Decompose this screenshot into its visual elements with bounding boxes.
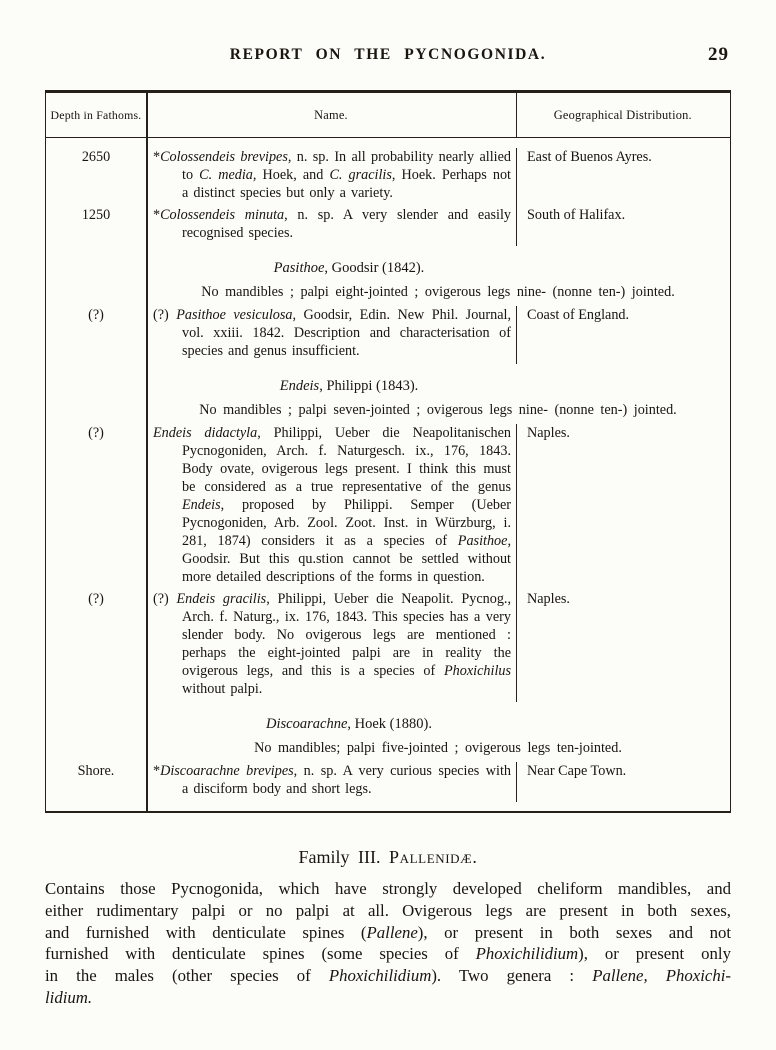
paragraph-line: either rudimentary palpi or no palpi at all. Ovigerous legs are present in both sexes, (45, 900, 731, 920)
table-body (46, 138, 730, 811)
genus-heading-row: Endeis, Philippi (1843). (279, 378, 419, 394)
species-table (45, 90, 731, 813)
genus-diagnosis-row: No mandibles; palpi five-jointed ; ovigerous legs ten-jointed. (254, 740, 622, 756)
family-paragraph (45, 878, 731, 1009)
name-cell: *Discoarachne brevipes, n. sp. A very curious species with a disciform body and short legs. (153, 763, 511, 797)
name-cell: (?) Pasithoe vesiculosa, Goodsir, Edin. New Phil. Journal, vol. xxiii. 1842. Description and characterisation of species and genus insufficient. (153, 307, 511, 359)
paragraph-line: in the males (other species of Phoxichilidium). Two genera : Pallene, Phoxichi- (45, 966, 731, 986)
column-header-name: Name. (314, 107, 348, 122)
name-cell: *Colossendeis minuta, n. sp. A very slender and easily recognised species. (153, 207, 511, 241)
running-head (45, 46, 731, 68)
table-row (46, 306, 730, 364)
page-title: REPORT ON THE PYCNOGONIDA. (229, 46, 547, 63)
family-section (45, 847, 731, 1009)
paragraph-line: lidium. (45, 987, 93, 1007)
column-header-geo: Geographical Distribution. (516, 93, 729, 137)
paragraph-line: furnished with denticulate spines (some species of Phoxichilidium), or present only (45, 944, 731, 964)
geo-cell: South of Halifax. (516, 206, 729, 246)
geo-cell: Coast of England. (516, 306, 729, 364)
family-heading: Family III. Pallenidæ. (298, 847, 478, 867)
depth-cell: (?) (88, 591, 104, 607)
name-cell: *Colossendeis brevipes, n. sp. In all probability nearly allied to C. media, Hoek, and C. gracilis, Hoek. Perhaps not a distinct species but only a variety. (153, 149, 511, 201)
genus-heading-row: Discoarachne, Hoek (1880). (266, 716, 432, 732)
paragraph-line: Contains those Pycnogonida, which have strongly developed cheliform mandibles, and (45, 879, 731, 898)
geo-cell: Near Cape Town. (516, 762, 729, 802)
depth-cell: Shore. (77, 763, 115, 779)
depth-cell: 2650 (81, 149, 111, 165)
genus-diagnosis-row: No mandibles ; palpi seven-jointed ; ovigerous legs nine- (nonne ten-) jointed. (199, 402, 677, 418)
geo-cell: East of Buenos Ayres. (516, 148, 729, 206)
column-divider-rule (146, 93, 148, 811)
table-row (46, 206, 730, 246)
genus-diagnosis-row: No mandibles ; palpi eight-jointed ; ovigerous legs nine- (nonne ten-) jointed. (201, 284, 675, 300)
geo-cell: Naples. (516, 424, 729, 590)
name-cell: (?) Endeis gracilis, Philippi, Ueber die Neapolit. Pycnog., Arch. f. Naturg., ix. 176, 1843. This species has a very slender body. No ovigerous legs are mentioned : perhaps the eight-jointed palpi are in reality the ovigerous legs, and this is a species of Phoxichilus without palpi. (153, 591, 512, 697)
table-header-row (46, 93, 730, 138)
depth-cell: (?) (88, 425, 104, 441)
table-row (46, 148, 730, 206)
table-row (46, 590, 730, 702)
table-row (46, 762, 730, 802)
genus-heading-row: Pasithoe, Goodsir (1842). (273, 260, 425, 276)
name-cell: Endeis didactyla, Philippi, Ueber die Neapolitanischen Pycnogoniden, Arch. f. Naturgesch. ix., 176, 1843. Body ovate, ovigerous legs present. I think this must be considered as a true representative of the genus Endeis, proposed by Philippi. Semper (Ueber Pycnogoniden, Arb. Zool. Zoot. Inst. in Würzburg, i. 281, 1874) considers it as a species of Pasithoe, Goodsir. But this qu.stion cannot be settled without more detailed descriptions of the forms in question. (153, 425, 511, 585)
depth-cell: (?) (88, 307, 104, 323)
column-header-depth: Depth in Fathoms. (50, 107, 142, 122)
table-row (46, 424, 730, 590)
geo-cell: Naples. (516, 590, 729, 702)
page-number: 29 (708, 44, 729, 65)
paragraph-line: and furnished with denticulate spines (Pallene), or present in both sexes and not (45, 922, 732, 942)
depth-cell: 1250 (81, 207, 111, 223)
